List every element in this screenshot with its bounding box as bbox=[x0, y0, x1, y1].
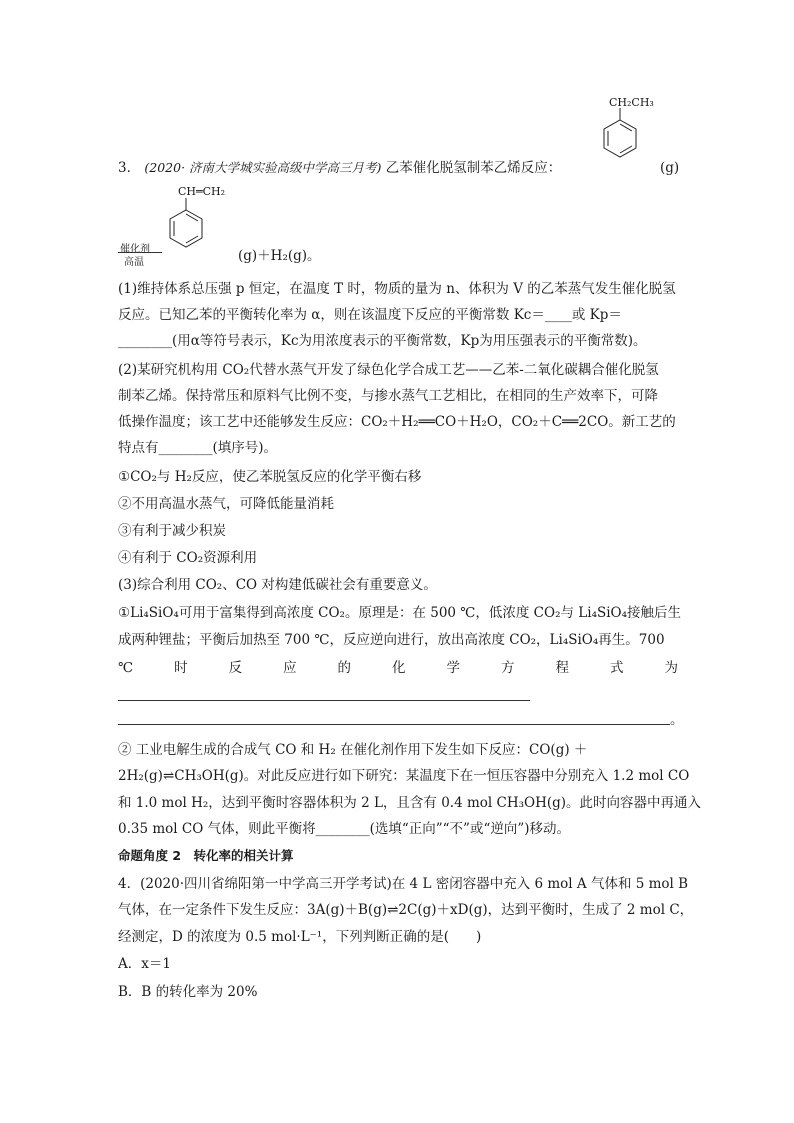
word: 程 bbox=[555, 660, 569, 676]
option-3: ③有利于减少积炭 bbox=[118, 523, 226, 539]
q3-g1: (g) bbox=[660, 160, 680, 176]
p3a-line3 bbox=[118, 660, 678, 676]
ethylbenzene-structure bbox=[600, 108, 640, 170]
word: 式 bbox=[609, 660, 624, 676]
ethyl-group-label: CH₂CH₃ bbox=[609, 96, 654, 109]
vinyl-group-label: CH═CH₂ bbox=[178, 185, 226, 198]
p1-line2: 反应。已知乙苯的平衡转化率为 α，则在该温度下反应的平衡常数 Kc＝____或 Kp＝ bbox=[118, 307, 622, 323]
word: 的 bbox=[337, 660, 352, 676]
period-mark: 。 bbox=[670, 712, 684, 728]
section-heading: 命题角度 2 转化率的相关计算 bbox=[118, 848, 294, 863]
p2-line4: 特点有________(填序号)。 bbox=[118, 440, 278, 456]
q4-line1: 4．(2020·四川省绵阳第一中学高三开学考试)在 4 L 密闭容器中充入 6 mol A 气体和 5 mol B bbox=[118, 876, 689, 892]
q3-intro: 乙苯催化脱氢制苯乙烯反应： bbox=[385, 160, 562, 176]
q3-source: (2020· 济南大学城实验高级中学高三月考) bbox=[144, 160, 382, 175]
p2-line2: 制苯乙烯。保持常压和原料气比例不变，与掺水蒸气工艺相比，在相同的生产效率下，可降 bbox=[118, 388, 658, 404]
p3b-line1: ② 工业电解生成的合成气 CO 和 H₂ 在催化剂作用下发生如下反应：CO(g) ＋ bbox=[118, 742, 588, 758]
word: 方 bbox=[501, 660, 515, 676]
q4-option-a: A．x＝1 bbox=[118, 956, 171, 972]
word: 学 bbox=[446, 660, 461, 676]
word: 为 bbox=[664, 660, 678, 676]
p3a-line1: ①Li₄SiO₄可用于富集得到高浓度 CO₂。原理是：在 500 ℃，低浓度 CO₂与 Li₄SiO₄接触后生 bbox=[118, 605, 682, 621]
condition-label: 高温 bbox=[124, 257, 144, 268]
q4-line3: 经测定，D 的浓度为 0.5 mol·L⁻¹，下列判断正确的是( ) bbox=[118, 929, 482, 945]
word: 化 bbox=[392, 660, 406, 676]
p2-line3: 低操作温度；该工艺中还能够发生反应：CO₂＋H₂══CO＋H₂O，CO₂＋C══2CO。新工艺的 bbox=[118, 414, 676, 430]
word: 时 bbox=[174, 660, 188, 676]
p3b-line3: 和 1.0 mol H₂，达到平衡时容器体积为 2 L，且含有 0.4 mol CH₃OH(g)。此时向容器中再通入 bbox=[118, 795, 702, 811]
p3a-line2: 成两种锂盐；平衡后加热至 700 ℃，反应逆向进行，放出高浓度 CO₂，Li₄SiO₄再生。700 bbox=[118, 632, 665, 648]
p3b-line4: 0.35 mol CO 气体，则此平衡将________(选填“正向”“不”或“逆向”)移动。 bbox=[118, 821, 571, 837]
option-1: ①CO₂与 H₂反应，使乙苯脱氢反应的化学平衡右移 bbox=[118, 469, 422, 485]
catalyst-label: 催化剂 bbox=[120, 244, 150, 255]
option-2: ②不用高温水蒸气，可降低能量消耗 bbox=[118, 496, 334, 512]
q3-tail: (g)＋H₂(g)。 bbox=[238, 248, 321, 264]
q3-number: 3． bbox=[118, 160, 141, 176]
p1-line3: ________(用α等符号表示，Kc为用浓度表示的平衡常数，Kp为用压强表示的平衡常数)。 bbox=[118, 333, 647, 349]
word: ℃ bbox=[118, 660, 134, 676]
q4-line2: 气体，在一定条件下发生反应：3A(g)＋B(g)⇌2C(g)＋xD(g)，达到平衡时，生成了 2 mol C， bbox=[118, 902, 694, 918]
answer-line-1 bbox=[118, 700, 530, 701]
word: 应 bbox=[283, 660, 297, 676]
p3b-line2: 2H₂(g)⇌CH₃OH(g)。对此反应进行如下研究：某温度下在一恒压容器中分别充入 1.2 mol CO bbox=[118, 768, 690, 784]
p2-line1: (2)某研究机构用 CO₂代替水蒸气开发了绿色化学合成工艺——乙苯-二氧化碳耦合催化脱氢 bbox=[118, 362, 659, 378]
q3-header bbox=[118, 160, 561, 176]
answer-line-2 bbox=[118, 724, 670, 725]
p1-line1: (1)维持体系总压强 p 恒定，在温度 T 时，物质的量为 n、体积为 V 的乙苯蒸气发生催化脱氢 bbox=[118, 281, 676, 297]
p3-line1: (3)综合利用 CO₂、CO 对构建低碳社会有重要意义。 bbox=[118, 577, 437, 593]
word: 反 bbox=[228, 660, 243, 676]
q4-option-b: B．B 的转化率为 20% bbox=[118, 984, 258, 1000]
option-4: ④有利于 CO₂资源利用 bbox=[118, 550, 258, 566]
styrene-structure bbox=[166, 198, 206, 260]
